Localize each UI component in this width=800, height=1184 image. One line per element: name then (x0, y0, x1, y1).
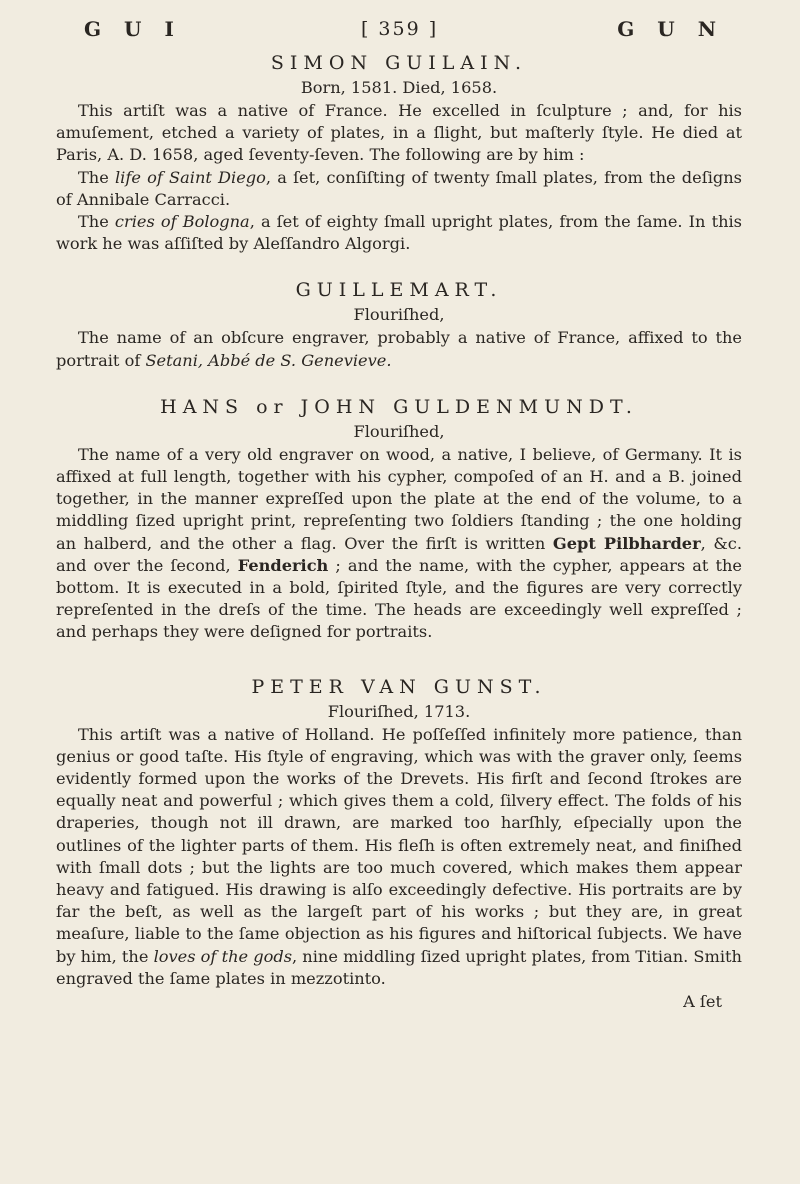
entry-name: PETER VAN GUNST. (251, 675, 547, 698)
entry-dates: Flouriſhed, (353, 421, 445, 441)
running-head (56, 12, 742, 46)
entry-paragraph: The cries of Bologna, a ſet of eighty ſmall upright plates, from the ſame. In this work he was aſſiſted by Aleſſandro Algorgi. (56, 212, 742, 254)
entry-name: HANS or JOHN GULDENMUNDT. (160, 395, 638, 418)
entry-guldenmundt (56, 394, 742, 644)
entry-simon-guilain (56, 50, 742, 255)
running-head-left: G U I (84, 16, 182, 41)
entry-guillemart (56, 277, 742, 371)
entry-dates: Flouriſhed, 1713. (327, 701, 471, 721)
entry-paragraph: This artiſt was a native of France. He excelled in ſculpture ; and, for his amuſement, etched a variety of plates, in a ſlight, but maſterly ſtyle. He died at Paris, A. D. 1658, aged ſeventy-ſeven. The following are by him : (56, 101, 742, 165)
page-number: [ 359 ] (360, 17, 439, 40)
entry-paragraph: The name of an obſcure engraver, probably a native of France, affixed to the portrait of Setani, Abbé de S. Genevieve. (56, 328, 742, 370)
entry-paragraph: This artiſt was a native of Holland. He poſſeſſed infinitely more patience, than genius or good taſte. His ſtyle of engraving, which was with the graver only, ſeems evidently formed upon the works of the Drevets. His firſt and ſecond ſtrokes are equally neat and powerful ; which gives them a cold, ſilvery effect. The folds of his draperies, though not ill drawn, are marked too harſhly, eſpecially upon the outlines of the lighter parts of them. His fleſh is often extremely neat, and finiſhed with ſmall dots ; but the lights are too much covered, which makes them appear heavy and fatigued. His drawing is alſo exceedingly defective. His portraits are by far the beſt, as well as the largeſt part of his works ; but they are, in great meaſure, liable to the ſame objection as his figures and hiſtorical ſubjects. We have by him, the loves of the gods, nine middling ſized upright plates, from Titian. Smith engraved the ſame plates in mezzotinto. (56, 724, 742, 988)
catchword: A ſet (683, 992, 722, 1012)
entry-name: GUILLEMART. (295, 279, 503, 302)
entry-van-gunst (56, 674, 742, 990)
entry-paragraph: The life of Saint Diego, a ſet, conſiſting of twenty ſmall plates, from the deſigns of Annibale Carracci. (56, 167, 742, 209)
entry-dates: Born, 1581. Died, 1658. (300, 78, 498, 97)
running-head-right: G U N (617, 16, 724, 41)
entry-dates: Flouriſhed, (353, 305, 445, 325)
entry-name: SIMON GUILAIN. (270, 52, 528, 74)
entry-paragraph: The name of a very old engraver on wood, a native, I believe, of Germany. It is affixed at full length, together with his cypher, compoſed of an H. and a B. joined together, in the manner expreſſed upon the plate at the end of the volume, to a middling ſized upright print, repreſenting two ſoldiers ſtanding ; the one holding an halberd, and the other a flag. Over the firſt is written Gept Pilbharder, &c. and over the ſecond, Fenderich ; and the name, with the cypher, appears at the bottom. It is executed in a bold, ſpirited ſtyle, and the figures are very correctly repreſented in the dreſs of the time. The heads are exceedingly well expreſſed ; and perhaps they were deſigned for portraits. (56, 444, 743, 642)
